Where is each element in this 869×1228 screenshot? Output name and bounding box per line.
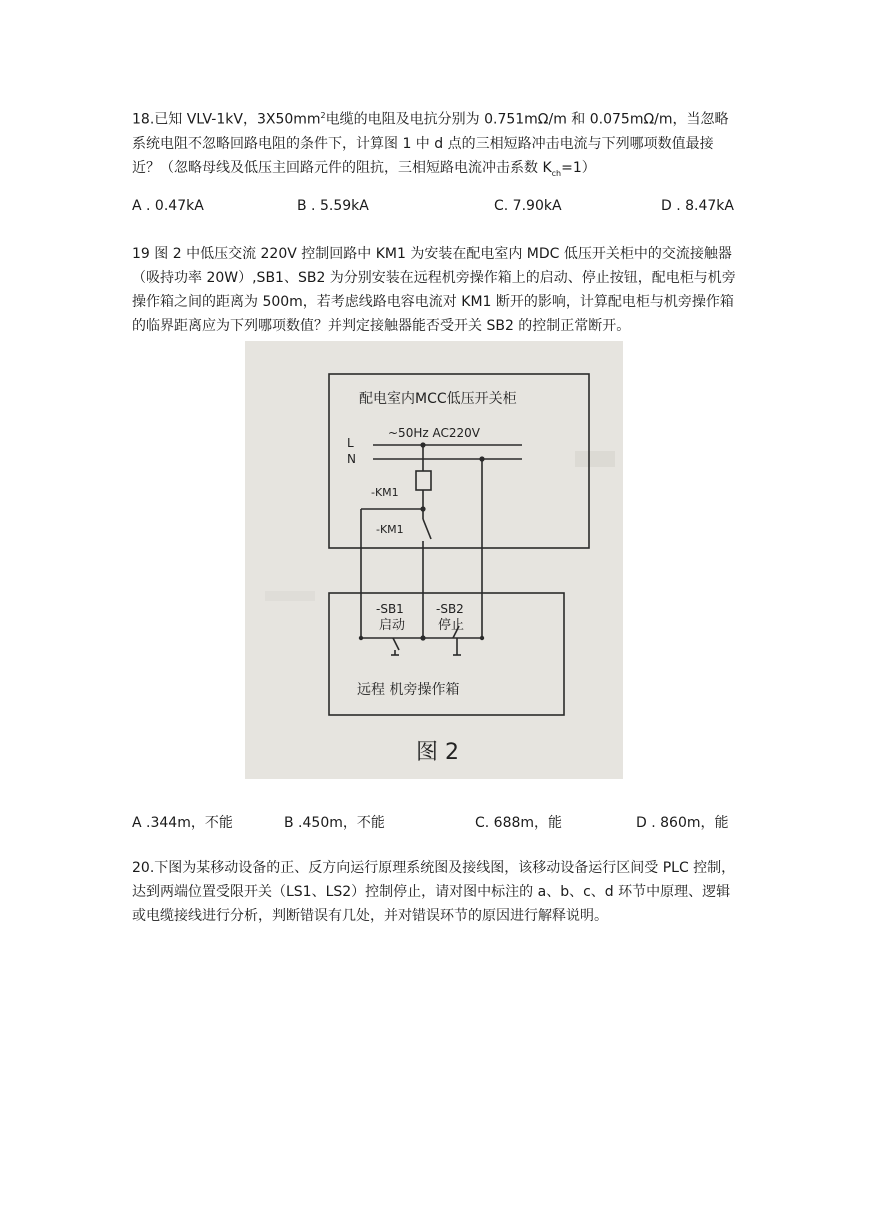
- q18-option-c[interactable]: C. 7.90kA: [494, 198, 562, 214]
- question-18-text: [132, 104, 740, 185]
- sb1-id-label: -SB1: [376, 602, 404, 616]
- km1-contact-label: -KM1: [376, 523, 404, 536]
- remote-box-label: 远程 机旁操作箱: [357, 682, 460, 698]
- q19-option-a[interactable]: A .344m，不能: [132, 815, 233, 831]
- q18-text-part3: =1）: [561, 159, 596, 176]
- sb2-name-label: 停止: [438, 618, 465, 633]
- question-19-text: 19 图 2 中低压交流 220V 控制回路中 KM1 为安装在配电室内 MDC 低压开关柜中的交流接触器（吸持功率 20W）,SB1、SB2 为分别安装在远程机旁操作箱上的启动、停止按钮，配电柜与机旁操作箱之间的距离为 500m，若考虑线路电容电流对 KM1 断开的影响，计算配电柜与机旁操作箱的临界距离应为下列哪项数值？并判定接触器能否受开关 SB2 的控制正常断开。: [132, 246, 736, 334]
- supply-label: ~50Hz AC220V: [388, 426, 480, 440]
- sb1-name-label: 启动: [379, 618, 406, 633]
- question-18-options: [132, 198, 742, 220]
- line-l-label: L: [347, 436, 354, 450]
- question-19-options: [132, 812, 742, 834]
- q18-superscript: 2: [320, 111, 326, 120]
- q19-option-d[interactable]: D . 860m，能: [636, 815, 729, 831]
- q18-option-b[interactable]: B . 5.59kA: [297, 198, 369, 214]
- sb2-id-label: -SB2: [436, 602, 464, 616]
- q18-option-a[interactable]: A . 0.47kA: [132, 198, 204, 214]
- figure-2-photo: [245, 341, 623, 779]
- cabinet-label: 配电室内MCC低压开关柜: [359, 391, 517, 407]
- line-n-label: N: [347, 452, 356, 466]
- q18-text-part2: 电缆的电阻及电抗分别为 0.751mΩ/m 和 0.075mΩ/m，当忽略系统电阻不忽略回路电阻的条件下，计算图 1 中 d 点的三相短路冲击电流与下列哪项数值最接近？（忽略母线及低压主回路元件的阻抗，三相短路电流冲击系数 K: [132, 111, 729, 176]
- q18-option-d[interactable]: D . 8.47kA: [661, 198, 734, 214]
- km1-coil-label: -KM1: [371, 486, 399, 499]
- q18-text-part1: 18.已知 VLV-1kV，3X50mm: [132, 111, 321, 128]
- q19-option-c[interactable]: C. 688m，能: [475, 815, 563, 831]
- question-20-text: 20.下图为某移动设备的正、反方向运行原理系统图及接线图，该移动设备运行区间受 PLC 控制，达到两端位置受限开关（LS1、LS2）控制停止，请对图中标注的 a、b、c、d 环节中原理、逻辑或电缆接线进行分析，判断错误有几处，并对错误环节的原因进行解释说明。: [132, 860, 736, 924]
- q19-option-b[interactable]: B .450m，不能: [284, 815, 385, 831]
- q18-subscript: ch: [551, 168, 562, 178]
- figure-caption: 图 2: [416, 740, 459, 765]
